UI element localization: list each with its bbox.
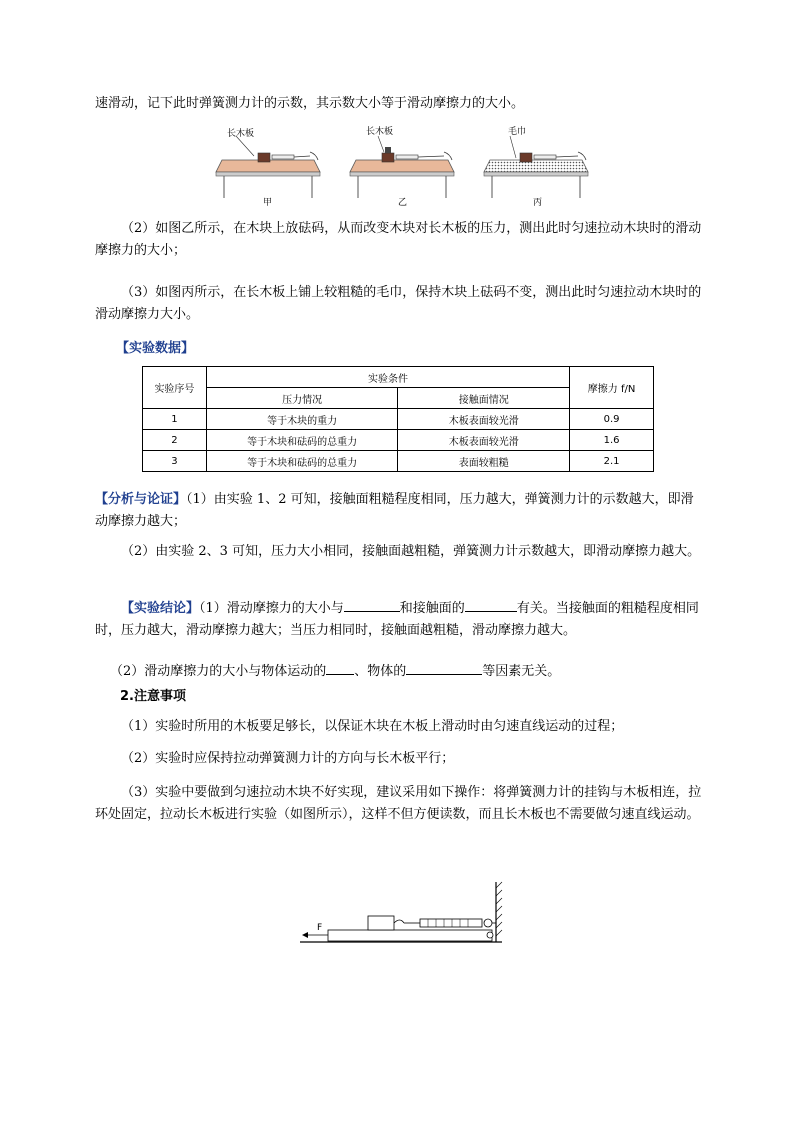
cell-pressure: 等于木块的重力 [206, 409, 398, 430]
blank-1 [344, 597, 400, 612]
cell-pressure: 等于木块和砝码的总重力 [206, 430, 398, 451]
blank-2 [465, 597, 517, 612]
conclusion2-c: 等因素无关。 [482, 664, 561, 679]
intro-paragraph: 速滑动，记下此时弹簧测力计的示数，其示数大小等于滑动摩擦力的大小。 [95, 96, 525, 111]
note1-paragraph: （1）实验时所用的木板要足够长，以保证木块在木板上滑动时由匀速直线运动的过程； [121, 719, 624, 734]
cell-index: 3 [143, 451, 207, 472]
figure-c-caption: 丙 [533, 198, 543, 208]
table-row [143, 430, 654, 451]
table-header-row [143, 367, 654, 388]
cell-surface: 木板表面较光滑 [398, 409, 570, 430]
conclusion1-c: 有关。当接触面的粗糙程度相同时，压力越大，滑动摩擦力越大；当压力相同时，接触面越粗糙，滑动摩擦力越大。 [95, 601, 699, 638]
note3-paragraph: （3）实验中要做到匀速拉动木块不好实现，建议采用如下操作：将弹簧测力计的挂钩与木板相连，拉环处固定，拉动长木板进行实验（如图所示），这样不但方便读数，而且长木板也不需要做匀速直线运动。 [95, 785, 702, 822]
conclusion2-a: （2）滑动摩擦力的大小与物体运动的 [110, 664, 327, 679]
conclusion1-a: （1）滑动摩擦力的大小与 [199, 601, 344, 616]
blank-4 [406, 660, 482, 675]
figure-b-label: 长木板 [366, 127, 394, 137]
header-friction: 摩擦力 f/N [570, 367, 654, 409]
figure-a-caption: 甲 [263, 198, 273, 208]
analysis2-paragraph: （2）由实验 2、3 可知，压力大小相同，接触面越粗糙，弹簧测力计示数越大，即滑动摩擦力越大。 [121, 544, 701, 559]
data-heading: 【实验数据】 [116, 341, 195, 356]
cell-friction: 0.9 [570, 409, 654, 430]
header-index: 实验序号 [143, 367, 207, 409]
cell-friction: 1.6 [570, 430, 654, 451]
data-table [142, 366, 654, 472]
blank-3 [326, 660, 354, 675]
conclusion-heading: 【实验结论】 [121, 601, 200, 616]
cell-pressure: 等于木块和砝码的总重力 [206, 451, 398, 472]
conclusion2-b: 、物体的 [354, 664, 407, 679]
header-pressure: 压力情况 [206, 388, 398, 409]
figure-a-label: 长木板 [227, 129, 255, 139]
note2-paragraph: （2）实验时应保持拉动弹簧测力计的方向与长木板平行； [121, 751, 455, 766]
figure-b-caption: 乙 [398, 198, 408, 208]
cell-index: 2 [143, 430, 207, 451]
header-conditions: 实验条件 [206, 367, 569, 388]
analysis1-text: （1）由实验 1、2 可知，接触面粗糙程度相同，压力越大，弹簧测力计的示数越大，即滑动摩擦力越大； [95, 492, 694, 529]
conclusion2-paragraph [110, 660, 720, 683]
table-row [143, 409, 654, 430]
step2-paragraph: （2）如图乙所示，在木块上放砝码，从而改变木块对长木板的压力，测出此时匀速拉动木块时的滑动摩擦力的大小； [95, 221, 702, 258]
analysis-heading: 【分析与论证】 [95, 492, 187, 507]
cell-surface: 表面较粗糙 [398, 451, 570, 472]
notes-heading: 2.注意事项 [120, 689, 186, 704]
cell-surface: 木板表面较光滑 [398, 430, 570, 451]
cell-friction: 2.1 [570, 451, 654, 472]
header-surface: 接触面情况 [398, 388, 570, 409]
conclusion1-b: 和接触面的 [399, 601, 465, 616]
cell-index: 1 [143, 409, 207, 430]
force-label: F [317, 923, 323, 933]
table-row [143, 451, 654, 472]
analysis1-paragraph [95, 489, 705, 533]
figure-fixed-spring-setup [296, 880, 512, 950]
step3-paragraph: （3）如图丙所示，在长木板上铺上较粗糙的毛巾，保持木块上砝码不变，测出此时匀速拉动木块时的滑动摩擦力大小。 [95, 285, 702, 322]
conclusion1-paragraph [95, 597, 705, 642]
figure-c-label: 毛巾 [508, 127, 527, 137]
